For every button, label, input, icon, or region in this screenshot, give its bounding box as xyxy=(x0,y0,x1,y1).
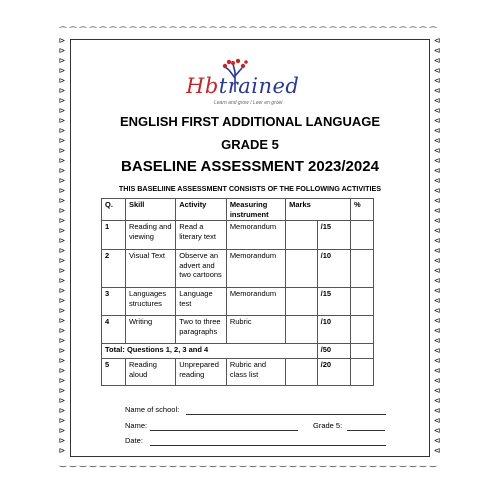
border-mark-icon: ⊳ xyxy=(58,356,66,365)
border-mark-icon: ⊳ xyxy=(58,296,66,305)
border-mark-icon: ⊲ xyxy=(433,266,441,275)
border-mark-icon: ⊲ xyxy=(433,196,441,205)
row-total: /10 xyxy=(317,316,350,344)
activities-table xyxy=(101,198,374,386)
total-value: /50 xyxy=(317,344,350,359)
border-mark-icon: ⁀ xyxy=(339,27,347,36)
header-percent: % xyxy=(351,199,374,221)
border-mark-icon: ‿ xyxy=(219,458,227,467)
border-mark-icon: ⁀ xyxy=(329,27,337,36)
border-mark-icon: ⊳ xyxy=(58,46,66,55)
subject-heading: ENGLISH FIRST ADDITIONAL LANGUAGE xyxy=(120,114,380,129)
border-mark-icon: ⊳ xyxy=(58,326,66,335)
border-mark-icon: ⊳ xyxy=(58,266,66,275)
row-total: /10 xyxy=(317,250,350,288)
row-activity: Two to three paragraphs xyxy=(176,316,227,344)
row-activity: Read a literary text xyxy=(176,221,227,250)
border-mark-icon: ⁀ xyxy=(179,27,187,36)
header-instrument: Measuring instrument xyxy=(226,199,285,221)
border-mark-icon: ‿ xyxy=(309,458,317,467)
border-mark-icon: ⁀ xyxy=(319,27,327,36)
border-mark-icon: ⊲ xyxy=(433,426,441,435)
table-row xyxy=(102,359,374,386)
row-percent[interactable] xyxy=(351,288,374,316)
row-skill: Writing xyxy=(125,316,175,344)
table-row xyxy=(102,250,374,288)
row-activity: Unprepared reading xyxy=(176,359,227,386)
border-mark-icon: ⊳ xyxy=(58,206,66,215)
row-mark-input[interactable] xyxy=(286,288,318,316)
border-decoration-right xyxy=(431,36,443,456)
row-instrument: Rubric xyxy=(226,316,285,344)
total-label: Total: Questions 1, 2, 3 and 4 xyxy=(102,344,318,359)
border-mark-icon: ⊳ xyxy=(58,286,66,295)
border-mark-icon: ⊲ xyxy=(433,76,441,85)
border-mark-icon: ‿ xyxy=(169,458,177,467)
date-field[interactable] xyxy=(150,445,386,446)
border-mark-icon: ⁀ xyxy=(249,27,257,36)
row-skill: Reading and viewing xyxy=(125,221,175,250)
border-mark-icon: ⊳ xyxy=(58,196,66,205)
border-mark-icon: ⁀ xyxy=(409,27,417,36)
border-mark-icon: ⊲ xyxy=(433,36,441,45)
row-percent[interactable] xyxy=(351,316,374,344)
border-mark-icon: ⊲ xyxy=(433,166,441,175)
border-mark-icon: ‿ xyxy=(159,458,167,467)
border-mark-icon: ⊲ xyxy=(433,366,441,375)
border-mark-icon: ⁀ xyxy=(189,27,197,36)
border-mark-icon: ⊲ xyxy=(433,306,441,315)
border-mark-icon: ‿ xyxy=(389,458,397,467)
border-mark-icon: ⊲ xyxy=(433,406,441,415)
border-mark-icon: ⁀ xyxy=(99,27,107,36)
border-mark-icon: ⁀ xyxy=(289,27,297,36)
border-mark-icon: ‿ xyxy=(299,458,307,467)
border-mark-icon: ‿ xyxy=(419,458,427,467)
border-mark-icon: ⊳ xyxy=(58,216,66,225)
border-mark-icon: ⊲ xyxy=(433,106,441,115)
row-instrument: Rubric and class list xyxy=(226,359,285,386)
row-q: 4 xyxy=(102,316,126,344)
border-mark-icon: ⁀ xyxy=(89,27,97,36)
row-mark-input[interactable] xyxy=(286,221,318,250)
border-mark-icon: ⁀ xyxy=(69,27,77,36)
border-mark-icon: ⊳ xyxy=(58,316,66,325)
name-field[interactable] xyxy=(150,430,298,431)
table-header-row xyxy=(102,199,374,221)
border-mark-icon: ⊳ xyxy=(58,96,66,105)
border-mark-icon: ⊳ xyxy=(58,236,66,245)
intro-text: THIS BASELIINE ASSESSMENT CONSISTS OF THE FOLLOWING ACTIVITIES xyxy=(118,184,382,193)
border-mark-icon: ⊳ xyxy=(58,416,66,425)
border-mark-icon: ⊲ xyxy=(433,316,441,325)
border-mark-icon: ⊳ xyxy=(58,406,66,415)
border-mark-icon: ‿ xyxy=(359,458,367,467)
border-mark-icon: ‿ xyxy=(269,458,277,467)
border-mark-icon: ‿ xyxy=(119,458,127,467)
border-mark-icon: ⊲ xyxy=(433,136,441,145)
border-mark-icon: ‿ xyxy=(199,458,207,467)
border-mark-icon: ⊲ xyxy=(433,346,441,355)
table-row xyxy=(102,288,374,316)
row-instrument: Memorandum xyxy=(226,288,285,316)
border-mark-icon: ⁀ xyxy=(299,27,307,36)
border-mark-icon: ‿ xyxy=(349,458,357,467)
border-mark-icon: ‿ xyxy=(369,458,377,467)
border-mark-icon: ⊲ xyxy=(433,226,441,235)
border-mark-icon: ⊲ xyxy=(433,46,441,55)
border-mark-icon: ⁀ xyxy=(229,27,237,36)
border-mark-icon: ‿ xyxy=(319,458,327,467)
border-mark-icon: ⊲ xyxy=(433,276,441,285)
border-mark-icon: ⊲ xyxy=(433,436,441,445)
border-mark-icon: ⊲ xyxy=(433,326,441,335)
border-mark-icon: ⊳ xyxy=(58,226,66,235)
border-mark-icon: ‿ xyxy=(79,458,87,467)
border-mark-icon: ⁀ xyxy=(419,27,427,36)
border-mark-icon: ⊲ xyxy=(433,96,441,105)
header-marks: Marks xyxy=(286,199,351,221)
border-mark-icon: ‿ xyxy=(289,458,297,467)
row-instrument: Memorandum xyxy=(226,250,285,288)
border-mark-icon: ⊲ xyxy=(433,446,441,455)
border-mark-icon: ⊳ xyxy=(58,426,66,435)
border-mark-icon: ‿ xyxy=(379,458,387,467)
row-total: /15 xyxy=(317,221,350,250)
row-mark-input[interactable] xyxy=(286,316,318,344)
hbtrained-logo xyxy=(182,58,322,108)
header-skill: Skill xyxy=(125,199,175,221)
border-mark-icon: ⊲ xyxy=(433,186,441,195)
school-field[interactable] xyxy=(186,414,386,415)
border-mark-icon: ⊲ xyxy=(433,336,441,345)
border-mark-icon: ⊳ xyxy=(58,126,66,135)
border-mark-icon: ⊲ xyxy=(433,286,441,295)
total-row xyxy=(102,344,374,359)
row-skill: Languages structures xyxy=(125,288,175,316)
border-mark-icon: ⁀ xyxy=(219,27,227,36)
row-skill: Reading aloud xyxy=(125,359,175,386)
border-mark-icon: ⁀ xyxy=(389,27,397,36)
border-mark-icon: ⁀ xyxy=(279,27,287,36)
header-q: Q. xyxy=(102,199,126,221)
border-mark-icon: ⊲ xyxy=(433,386,441,395)
border-mark-icon: ⊳ xyxy=(58,56,66,65)
border-mark-icon: ‿ xyxy=(429,458,437,467)
border-mark-icon: ⊳ xyxy=(58,436,66,445)
border-mark-icon: ‿ xyxy=(129,458,137,467)
border-mark-icon: ⊳ xyxy=(58,186,66,195)
border-mark-icon: ⁀ xyxy=(349,27,357,36)
total-percent[interactable] xyxy=(351,344,374,359)
border-mark-icon: ‿ xyxy=(329,458,337,467)
border-mark-icon: ⊳ xyxy=(58,166,66,175)
border-mark-icon: ⊳ xyxy=(58,386,66,395)
border-mark-icon: ⁀ xyxy=(79,27,87,36)
row-q: 3 xyxy=(102,288,126,316)
name-label: Name: xyxy=(125,421,148,430)
row-activity: Language test xyxy=(176,288,227,316)
border-mark-icon: ⊲ xyxy=(433,246,441,255)
border-decoration-left xyxy=(56,36,68,456)
border-mark-icon: ‿ xyxy=(279,458,287,467)
border-mark-icon: ⊳ xyxy=(58,66,66,75)
border-mark-icon: ⊳ xyxy=(58,136,66,145)
border-mark-icon: ⁀ xyxy=(239,27,247,36)
border-mark-icon: ‿ xyxy=(99,458,107,467)
row-activity: Observe an advert and two cartoons xyxy=(176,250,227,288)
border-mark-icon: ⊲ xyxy=(433,296,441,305)
border-mark-icon: ‿ xyxy=(59,458,67,467)
table-row xyxy=(102,316,374,344)
border-mark-icon: ⊲ xyxy=(433,416,441,425)
border-mark-icon: ⊲ xyxy=(433,216,441,225)
row-skill: Visual Text xyxy=(125,250,175,288)
grade-field[interactable] xyxy=(347,430,385,431)
grade-label: Grade 5: xyxy=(313,421,343,430)
border-mark-icon: ⊲ xyxy=(433,66,441,75)
border-decoration-bottom xyxy=(58,458,438,468)
border-mark-icon: ‿ xyxy=(189,458,197,467)
border-mark-icon: ‿ xyxy=(89,458,97,467)
border-mark-icon: ⊲ xyxy=(433,236,441,245)
border-mark-icon: ⁀ xyxy=(129,27,137,36)
border-mark-icon: ⊳ xyxy=(58,246,66,255)
logo-tagline: Learn and grow / Leer en groei xyxy=(214,100,283,106)
border-mark-icon: ‿ xyxy=(399,458,407,467)
border-mark-icon: ⊳ xyxy=(58,76,66,85)
border-mark-icon: ‿ xyxy=(179,458,187,467)
border-mark-icon: ‿ xyxy=(109,458,117,467)
border-mark-icon: ⊳ xyxy=(58,306,66,315)
border-mark-icon: ⊳ xyxy=(58,116,66,125)
border-mark-icon: ⁀ xyxy=(119,27,127,36)
border-mark-icon: ‿ xyxy=(209,458,217,467)
border-mark-icon: ⊲ xyxy=(433,376,441,385)
border-mark-icon: ⁀ xyxy=(399,27,407,36)
border-mark-icon: ‿ xyxy=(259,458,267,467)
border-mark-icon: ⊲ xyxy=(433,146,441,155)
border-mark-icon: ⁀ xyxy=(309,27,317,36)
border-mark-icon: ⊳ xyxy=(58,376,66,385)
border-mark-icon: ‿ xyxy=(409,458,417,467)
row-mark-input[interactable] xyxy=(286,250,318,288)
border-mark-icon: ⊳ xyxy=(58,366,66,375)
border-mark-icon: ⁀ xyxy=(169,27,177,36)
border-mark-icon: ⊲ xyxy=(433,176,441,185)
row-instrument: Memorandum xyxy=(226,221,285,250)
border-mark-icon: ⊲ xyxy=(433,156,441,165)
border-mark-icon: ⊲ xyxy=(433,356,441,365)
border-mark-icon: ‿ xyxy=(139,458,147,467)
border-mark-icon: ⁀ xyxy=(149,27,157,36)
border-mark-icon: ⊳ xyxy=(58,156,66,165)
border-mark-icon: ‿ xyxy=(239,458,247,467)
border-mark-icon: ⊳ xyxy=(58,396,66,405)
border-mark-icon: ⊲ xyxy=(433,126,441,135)
border-mark-icon: ⊳ xyxy=(58,276,66,285)
school-label: Name of school: xyxy=(125,405,180,414)
assessment-heading: BASELINE ASSESSMENT 2023/2024 xyxy=(121,158,379,175)
border-mark-icon: ⊲ xyxy=(433,396,441,405)
border-mark-icon: ‿ xyxy=(149,458,157,467)
border-mark-icon: ⁀ xyxy=(199,27,207,36)
border-mark-icon: ⊳ xyxy=(58,446,66,455)
border-mark-icon: ⊳ xyxy=(58,346,66,355)
border-mark-icon: ⁀ xyxy=(379,27,387,36)
border-mark-icon: ⊲ xyxy=(433,206,441,215)
border-decoration-top xyxy=(58,27,438,37)
row-total: /15 xyxy=(317,288,350,316)
border-mark-icon: ⊳ xyxy=(58,256,66,265)
border-mark-icon: ⊲ xyxy=(433,56,441,65)
border-mark-icon: ⊳ xyxy=(58,146,66,155)
border-mark-icon: ⁀ xyxy=(139,27,147,36)
border-mark-icon: ⁀ xyxy=(209,27,217,36)
border-mark-icon: ⁀ xyxy=(269,27,277,36)
logo-wordmark: Hbtrained xyxy=(186,74,300,98)
row-percent[interactable] xyxy=(351,359,374,386)
border-mark-icon: ⊲ xyxy=(433,86,441,95)
row-q: 1 xyxy=(102,221,126,250)
grade-heading: GRADE 5 xyxy=(221,137,279,152)
border-mark-icon: ‿ xyxy=(339,458,347,467)
border-mark-icon: ⊲ xyxy=(433,116,441,125)
border-mark-icon: ⊳ xyxy=(58,86,66,95)
border-mark-icon: ⁀ xyxy=(59,27,67,36)
border-mark-icon: ⁀ xyxy=(429,27,437,36)
header-activity: Activity xyxy=(176,199,227,221)
row-percent[interactable] xyxy=(351,250,374,288)
border-mark-icon: ⊳ xyxy=(58,336,66,345)
border-mark-icon: ⁀ xyxy=(159,27,167,36)
border-mark-icon: ⁀ xyxy=(359,27,367,36)
border-mark-icon: ⁀ xyxy=(369,27,377,36)
border-mark-icon: ⊳ xyxy=(58,176,66,185)
border-mark-icon: ⊳ xyxy=(58,36,66,45)
border-mark-icon: ‿ xyxy=(229,458,237,467)
border-mark-icon: ‿ xyxy=(249,458,257,467)
border-mark-icon: ⊲ xyxy=(433,256,441,265)
border-mark-icon: ⁀ xyxy=(109,27,117,36)
row-q: 2 xyxy=(102,250,126,288)
row-percent[interactable] xyxy=(351,221,374,250)
row-total: /20 xyxy=(317,359,350,386)
border-mark-icon: ⁀ xyxy=(259,27,267,36)
border-mark-icon: ‿ xyxy=(69,458,77,467)
table-row xyxy=(102,221,374,250)
date-label: Date: xyxy=(125,436,143,445)
row-q: 5 xyxy=(102,359,126,386)
row-mark-input[interactable] xyxy=(286,359,318,386)
border-mark-icon: ⊳ xyxy=(58,106,66,115)
